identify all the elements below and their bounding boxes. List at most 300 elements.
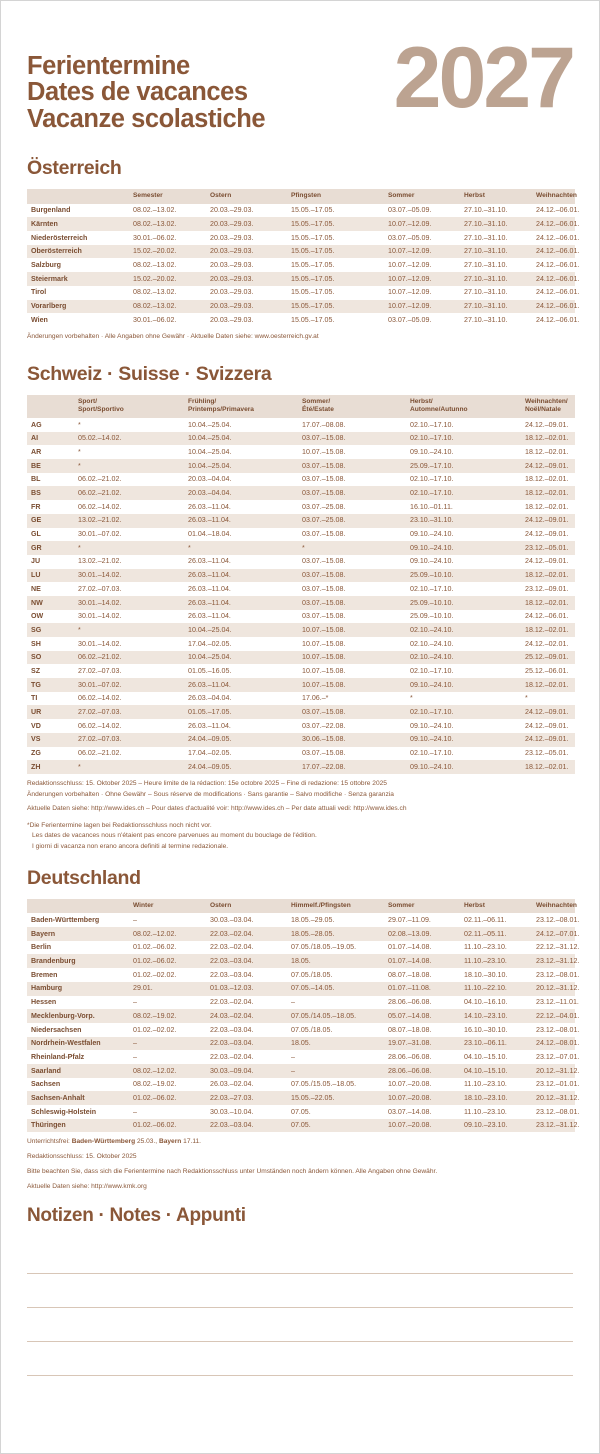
col-header-sommer: Sommer [388, 899, 464, 914]
row-region-label: FR [31, 502, 41, 511]
row-date-cell: – [291, 1064, 388, 1078]
row-date-cell: 22.03.–02.04. [210, 927, 291, 941]
table-row [27, 286, 575, 300]
year-label: 2027 [393, 30, 573, 126]
row-date-cell: 07.05.–14.05. [291, 982, 388, 996]
row-date-cell: 01.07.–11.08. [388, 982, 464, 996]
row-date-cell: 01.02.–06.02. [133, 943, 177, 952]
row-region-label: Brandenburg [27, 954, 133, 968]
row-region-label: BL [31, 475, 41, 484]
row-date-cell: 24.12.–06.01. [536, 300, 575, 314]
row-date-cell: 03.07.–15.08. [302, 486, 410, 500]
table-header-row [27, 189, 575, 204]
row-date-cell: 20.03.–29.03. [210, 272, 291, 286]
germany-notice: Bitte beachten Sie, dass sich die Ferientermine nach Redaktionsschluss unter Umständen noch ändern können. Alle Angaben ohne Gewähr. [27, 1167, 438, 1175]
row-date-cell: 23.12.–08.01. [536, 916, 580, 924]
row-date-cell: 25.09.–10.10. [410, 596, 525, 610]
row-date-cell: 30.06.–15.08. [302, 733, 410, 747]
row-date-cell: 23.12.–07.01. [536, 1052, 580, 1061]
row-region-label: AR [31, 447, 42, 456]
row-date-cell: 01.02.–06.02. [133, 954, 210, 968]
row-date-cell: 15.02.–20.02. [133, 272, 210, 286]
row-date-cell: 01.04.–18.04. [188, 530, 232, 539]
row-date-cell: 03.07.–15.08. [302, 459, 410, 473]
table-switzerland [27, 395, 575, 774]
row-date-cell: 25.09.–17.10. [410, 459, 525, 473]
row-date-cell: 24.12.–09.01. [525, 705, 575, 719]
row-date-cell: 23.10.–31.10. [410, 514, 525, 528]
row-date-cell: 02.10.–17.10. [410, 432, 525, 446]
row-date-cell: 26.03.–11.04. [188, 721, 231, 730]
row-region-label: Berlin [31, 943, 52, 952]
row-date-cell: 18.05.–29.05. [291, 916, 335, 924]
table-row [27, 1091, 575, 1105]
row-date-cell: 24.12.–02.01. [525, 639, 569, 648]
row-region-label: Kärnten [27, 217, 133, 231]
row-date-cell: 20.03.–04.04. [188, 486, 302, 500]
row-date-cell: 02.10.–17.10. [410, 475, 454, 484]
row-date-cell: 20.03.–04.04. [188, 475, 232, 484]
row-date-cell: 24.12.–09.01. [525, 459, 575, 473]
table-austria-head [27, 189, 575, 204]
row-date-cell: * [525, 694, 528, 703]
row-region-label: AG [31, 420, 42, 429]
row-date-cell: 07.05./18.05. [291, 970, 333, 979]
note-line[interactable] [27, 1274, 573, 1308]
row-date-cell: 17.04.–02.05. [188, 749, 232, 758]
note-line[interactable] [27, 1240, 573, 1274]
masthead-titles [27, 53, 265, 132]
row-date-cell: 03.07.–15.08. [302, 596, 410, 610]
table-row [27, 1009, 575, 1023]
row-date-cell: – [291, 1052, 295, 1061]
row-date-cell: 02.10.–17.10. [410, 584, 454, 593]
col-header-summer-line2: Été/Estate [302, 406, 334, 414]
row-date-cell: 27.10.–31.10. [464, 288, 508, 297]
row-date-cell: 03.07.–15.08. [302, 749, 346, 758]
row-date-cell: 24.12.–06.01. [536, 315, 580, 324]
table-row [27, 204, 575, 218]
row-region-label: SZ [31, 666, 41, 675]
star-note-it: I giorni di vacanza non erano ancora definiti al termine redazionale. [32, 842, 229, 850]
row-region-label: Nordrhein-Westfalen [27, 1037, 133, 1051]
row-date-cell: 27.10.–31.10. [464, 245, 536, 259]
row-date-cell: 02.11.–05.11. [464, 927, 536, 941]
row-date-cell: 18.12.–02.01. [525, 596, 575, 610]
row-date-cell: 10.07.–20.08. [388, 1091, 464, 1105]
switzerland-star-note [27, 821, 573, 853]
table-row [27, 473, 575, 487]
col-header-herbst: Herbst [464, 899, 536, 914]
row-date-cell: * [188, 541, 302, 555]
row-region-label: SH [31, 639, 41, 648]
unterrichtsfrei-bw-date: 25.03., [136, 1138, 158, 1146]
unterrichtsfrei-bw: Baden-Württemberg [71, 1138, 136, 1146]
masthead [27, 30, 573, 157]
row-date-cell: 03.07.–25.08. [302, 514, 410, 528]
row-date-cell: – [133, 916, 137, 924]
row-date-cell: 20.03.–29.03. [210, 206, 254, 215]
row-date-cell: 02.11.–06.11. [464, 916, 507, 924]
row-date-cell: 24.12.–06.01. [536, 272, 575, 286]
row-date-cell: 15.05.–17.05. [291, 315, 335, 324]
row-date-cell: 29.07.–11.09. [388, 916, 431, 924]
switzerland-deadline: Redaktionsschluss: 15. Oktober 2025 – Heure limite de la rédaction: 15e octobre 2025 – Fine di redazione: 15 ottobre 2025 [27, 779, 387, 787]
row-date-cell: 10.04.–25.04. [188, 432, 302, 446]
row-date-cell: 09.10.–23.10. [464, 1119, 536, 1133]
table-row [27, 927, 575, 941]
col-header-himmelfahrt-pfingsten: Himmelf./Pfingsten [291, 899, 388, 914]
row-date-cell: 05.02.–14.02. [78, 432, 188, 446]
row-date-cell: 03.07.–15.08. [302, 612, 346, 621]
austria-footnotes [27, 332, 573, 342]
row-date-cell: 15.05.–17.05. [291, 272, 388, 286]
row-date-cell: 02.10.–24.10. [410, 639, 454, 648]
row-date-cell: 10.07.–12.09. [388, 272, 464, 286]
row-date-cell: 06.02.–21.02. [78, 651, 188, 665]
row-date-cell: 23.12.–05.01. [525, 749, 569, 758]
row-date-cell: * [78, 420, 81, 429]
table-austria [27, 189, 580, 327]
row-date-cell: – [133, 1107, 137, 1116]
row-date-cell: 08.02.–13.02. [133, 217, 210, 231]
row-date-cell: 24.12.–07.01. [536, 927, 575, 941]
row-date-cell: 28.06.–06.08. [388, 1052, 432, 1061]
row-date-cell: 22.03.–03.04. [210, 954, 291, 968]
row-date-cell: 06.02.–14.02. [78, 502, 122, 511]
note-line[interactable] [27, 1308, 573, 1342]
row-date-cell: 08.02.–12.02. [133, 927, 210, 941]
row-region-label: GL [31, 530, 41, 539]
col-header-sommer: Sommer [388, 189, 464, 204]
row-date-cell: 18.10.–23.10. [464, 1091, 536, 1105]
row-date-cell: 30.01.–14.02. [78, 639, 122, 648]
row-region-label: Saarland [27, 1064, 133, 1078]
col-header-herbst: Herbst [464, 189, 536, 204]
row-date-cell: 07.05. [291, 1119, 388, 1133]
col-header-pfingsten: Pfingsten [291, 189, 388, 204]
row-region-label: GE [27, 514, 78, 528]
table-row [27, 313, 575, 327]
row-date-cell: 23.12.–05.01. [525, 541, 575, 555]
row-date-cell: 08.02.–19.02. [133, 1080, 177, 1089]
col-header-sport-line1: Sport/ [78, 397, 98, 405]
row-date-cell: * [302, 541, 410, 555]
row-date-cell: – [133, 1037, 210, 1051]
row-date-cell: 02.10.–17.10. [410, 666, 454, 675]
row-date-cell: 26.03.–11.04. [188, 596, 302, 610]
row-date-cell: 20.12.–31.12. [536, 1091, 575, 1105]
row-date-cell: 27.10.–31.10. [464, 300, 536, 314]
row-region-label: VS [27, 733, 78, 747]
col-header-semester: Semester [133, 189, 210, 204]
table-row [27, 678, 575, 692]
row-region-label: Hamburg [27, 982, 133, 996]
table-row [27, 941, 575, 955]
row-date-cell: 24.04.–09.05. [188, 760, 302, 774]
row-region-label: AI [27, 432, 78, 446]
row-date-cell: 09.10.–24.10. [410, 530, 454, 539]
unterrichtsfrei-label: Unterrichtsfrei: [27, 1138, 70, 1146]
masthead-title-fr: Dates de vacances [27, 78, 248, 107]
row-date-cell: 18.12.–02.01. [525, 432, 575, 446]
table-row [27, 231, 575, 245]
row-date-cell: 24.03.–02.04. [210, 1009, 291, 1023]
row-date-cell: 13.02.–21.02. [78, 514, 188, 528]
row-date-cell: 11.10.–23.10. [464, 954, 536, 968]
row-date-cell: 27.10.–31.10. [464, 233, 508, 242]
row-date-cell: 01.07.–14.08. [388, 943, 432, 952]
row-date-cell: 20.03.–29.03. [210, 300, 291, 314]
row-date-cell: 15.05.–17.05. [291, 217, 388, 231]
germany-footnotes [27, 1137, 573, 1191]
row-date-cell: 04.10.–15.10. [464, 1052, 508, 1061]
masthead-title-it: Vacanze scolastiche [27, 104, 266, 133]
row-date-cell: 18.12.–02.01. [525, 502, 569, 511]
row-date-cell: 24.12.–09.01. [525, 530, 569, 539]
row-date-cell: 28.06.–06.08. [388, 1064, 464, 1078]
row-date-cell: 27.02.–07.03. [78, 666, 122, 675]
row-date-cell: 09.10.–24.10. [410, 721, 454, 730]
row-date-cell: – [133, 1052, 137, 1061]
row-date-cell: 18.12.–02.01. [525, 475, 569, 484]
row-date-cell: 24.12.–09.01. [525, 514, 575, 528]
row-date-cell: 22.03.–27.03. [210, 1091, 291, 1105]
row-date-cell: 17.07.–22.08. [302, 760, 410, 774]
row-date-cell: 11.10.–23.10. [464, 1107, 507, 1116]
row-date-cell: 25.12.–06.01. [525, 666, 569, 675]
col-header-christmas [525, 395, 575, 418]
table-row [27, 913, 575, 927]
row-date-cell: 22.03.–03.04. [210, 1037, 291, 1051]
table-row [27, 664, 575, 678]
section-heading-notes: Notizen · Notes · Appunti [27, 1205, 246, 1227]
row-region-label: Wien [31, 315, 48, 324]
row-date-cell: 02.10.–17.10. [410, 420, 454, 429]
table-row [27, 996, 575, 1010]
table-row [27, 258, 575, 272]
col-header-summer [302, 395, 410, 418]
col-header-canton [27, 395, 78, 418]
row-date-cell: 10.07.–15.08. [302, 447, 346, 456]
row-date-cell: 10.07.–12.09. [388, 217, 464, 231]
switzerland-changes: Änderungen vorbehalten · Ohne Gewähr – Sous réserve de modifications · Sans garantie – Salvo modifiche · Senza garanzia [27, 790, 394, 798]
row-date-cell: * [78, 623, 188, 637]
row-date-cell: 30.01.–06.02. [133, 315, 177, 324]
row-date-cell: 18.05.–28.05. [291, 927, 388, 941]
row-date-cell: 22.03.–02.04. [210, 998, 254, 1007]
row-date-cell: 10.07.–20.08. [388, 1080, 432, 1089]
table-row [27, 1050, 575, 1064]
row-date-cell: 20.03.–29.03. [210, 315, 254, 324]
row-date-cell: 10.04.–25.04. [188, 420, 232, 429]
row-date-cell: 24.12.–06.01. [536, 206, 580, 215]
row-date-cell: 01.05.–17.05. [188, 705, 302, 719]
row-region-label: ZG [31, 749, 41, 758]
row-region-label: SO [27, 651, 78, 665]
row-region-label: SG [27, 623, 78, 637]
row-date-cell: 26.03.–11.04. [188, 678, 302, 692]
row-date-cell: * [78, 760, 188, 774]
row-date-cell: 03.07.–15.08. [302, 584, 346, 593]
row-date-cell: 30.03.–10.04. [210, 1107, 254, 1116]
row-date-cell: 18.12.–02.01. [525, 760, 575, 774]
col-header-weihnachten: Weihnachten [536, 899, 575, 914]
table-row [27, 968, 575, 982]
row-date-cell: 03.07.–05.09. [388, 315, 432, 324]
table-row [27, 692, 575, 706]
table-row [27, 623, 575, 637]
unterrichtsfrei-by-date: 17.11. [183, 1138, 201, 1146]
row-date-cell: 30.01.–14.02. [78, 569, 188, 583]
row-date-cell: 19.07.–31.08. [388, 1037, 464, 1051]
row-date-cell: 27.02.–07.03. [78, 733, 188, 747]
row-date-cell: 07.05./18.05.–19.05. [291, 943, 357, 952]
row-date-cell: 14.10.–23.10. [464, 1009, 536, 1023]
table-row [27, 528, 575, 542]
row-date-cell: 02.10.–24.10. [410, 651, 525, 665]
row-date-cell: 26.03.–11.04. [188, 557, 231, 566]
col-header-christmas-line1: Weihnachten/ [525, 397, 568, 405]
row-region-label: JU [31, 557, 41, 566]
row-date-cell: 08.02.–13.02. [133, 206, 177, 215]
row-date-cell: 22.03.–02.04. [210, 1052, 254, 1061]
row-date-cell: 15.05.–17.05. [291, 245, 388, 259]
row-date-cell: 27.10.–31.10. [464, 217, 536, 231]
table-row [27, 637, 575, 651]
row-date-cell: 20.03.–29.03. [210, 245, 291, 259]
row-region-label: Bremen [31, 970, 58, 979]
row-date-cell: 30.01.–07.02. [78, 530, 122, 539]
table-switzerland-body [27, 418, 575, 774]
row-date-cell: 10.07.–20.08. [388, 1119, 464, 1133]
row-date-cell: 18.12.–02.01. [525, 569, 575, 583]
row-region-label: GR [27, 541, 78, 555]
row-region-label: Sachsen-Anhalt [27, 1091, 133, 1105]
row-date-cell: 24.12.–09.01. [525, 420, 569, 429]
row-date-cell: 01.02.–06.02. [133, 1119, 210, 1133]
row-date-cell: 11.10.–23.10. [464, 1080, 507, 1089]
row-date-cell: – [291, 998, 295, 1007]
row-date-cell: 10.07.–12.09. [388, 245, 464, 259]
row-date-cell: 15.05.–22.05. [291, 1091, 388, 1105]
austria-footnote: Änderungen vorbehalten · Alle Angaben ohne Gewähr · Aktuelle Daten siehe: www.oesterreich.gv.at [27, 332, 319, 340]
table-row [27, 300, 575, 314]
row-date-cell: 24.04.–09.05. [188, 733, 302, 747]
row-date-cell: 26.03.–02.04. [210, 1080, 254, 1089]
row-date-cell: 03.07.–25.08. [302, 502, 346, 511]
row-date-cell: 18.05. [291, 1037, 388, 1051]
row-date-cell: 05.07.–14.08. [388, 1009, 464, 1023]
row-date-cell: 02.08.–13.09. [388, 927, 464, 941]
row-date-cell: 03.07.–14.08. [388, 1107, 432, 1116]
row-date-cell: 30.03.–09.04. [210, 1064, 291, 1078]
table-row [27, 747, 575, 761]
row-date-cell: 10.07.–15.08. [302, 666, 346, 675]
row-date-cell: 03.07.–15.08. [302, 705, 410, 719]
col-header-spring [188, 395, 302, 418]
row-date-cell: 22.03.–03.04. [210, 970, 254, 979]
row-date-cell: 01.02.–02.02. [133, 970, 177, 979]
col-header-ostern: Ostern [210, 189, 291, 204]
row-date-cell: 01.05.–16.05. [188, 666, 232, 675]
row-date-cell: 09.10.–24.10. [410, 760, 525, 774]
row-region-label: Niederösterreich [31, 233, 88, 242]
table-row [27, 760, 575, 774]
row-date-cell: 26.03.–11.04. [188, 502, 231, 511]
table-row [27, 445, 575, 459]
row-date-cell: 25.12.–09.01. [525, 651, 575, 665]
row-date-cell: 03.07.–15.08. [302, 557, 346, 566]
row-date-cell: 25.09.–10.10. [410, 612, 454, 621]
row-date-cell: 22.03.–02.04. [210, 943, 254, 952]
table-header-row [27, 395, 575, 418]
row-date-cell: 24.12.–09.01. [525, 721, 569, 730]
row-region-label: TI [31, 694, 38, 703]
row-date-cell: 15.02.–20.02. [133, 245, 210, 259]
row-date-cell: 24.12.–06.01. [536, 233, 580, 242]
row-date-cell: 18.12.–02.01. [525, 678, 575, 692]
col-header-sport-line2: Sport/Sportivo [78, 406, 124, 414]
table-germany-body [27, 913, 580, 1132]
note-line[interactable] [27, 1342, 573, 1376]
row-date-cell: 23.12.–31.12. [536, 1119, 575, 1133]
row-date-cell: 04.10.–16.10. [464, 998, 508, 1007]
table-row [27, 555, 575, 569]
row-date-cell: 03.07.–05.09. [388, 206, 432, 215]
table-row [27, 596, 575, 610]
row-region-label: NE [31, 584, 41, 593]
row-date-cell: 09.10.–24.10. [410, 447, 454, 456]
row-region-label: Vorarlberg [27, 300, 133, 314]
row-date-cell: 18.05. [291, 954, 388, 968]
row-date-cell: 08.07.–18.08. [388, 1025, 432, 1034]
row-date-cell: – [133, 998, 137, 1007]
row-date-cell: 10.07.–12.09. [388, 300, 464, 314]
row-date-cell: 23.12.–08.01. [536, 970, 580, 979]
table-germany-head [27, 899, 575, 914]
row-date-cell: 20.03.–29.03. [210, 288, 254, 297]
row-date-cell: 18.12.–02.01. [525, 486, 575, 500]
row-region-label: OW [31, 612, 44, 621]
row-date-cell: 08.02.–13.02. [133, 261, 177, 270]
row-date-cell: 03.07.–15.08. [302, 432, 410, 446]
row-date-cell: 26.03.–11.04. [188, 584, 231, 593]
row-date-cell: 27.10.–31.10. [464, 261, 508, 270]
row-date-cell: * [78, 447, 81, 456]
row-date-cell: 10.07.–12.09. [388, 288, 432, 297]
row-date-cell: 08.07.–18.08. [388, 970, 432, 979]
row-date-cell: 24.12.–09.01. [525, 557, 569, 566]
row-date-cell: 15.05.–17.05. [291, 288, 335, 297]
col-header-spring-line1: Frühling/ [188, 397, 217, 405]
col-header-autumn [410, 395, 525, 418]
row-date-cell: 10.07.–15.08. [302, 639, 346, 648]
row-region-label: Burgenland [31, 206, 71, 215]
row-date-cell: 08.02.–12.02. [133, 1064, 210, 1078]
germany-current-data: Aktuelle Daten siehe: http://www.kmk.org [27, 1182, 147, 1190]
row-date-cell: 20.03.–29.03. [210, 261, 254, 270]
row-date-cell: 23.12.–09.01. [525, 584, 569, 593]
row-date-cell: 23.12.–31.12. [536, 954, 575, 968]
table-row [27, 982, 575, 996]
row-region-label: Thüringen [27, 1119, 133, 1133]
col-header-sport [78, 395, 188, 418]
row-date-cell: 23.12.–08.01. [536, 1107, 580, 1116]
row-date-cell: 13.02.–21.02. [78, 557, 122, 566]
row-region-label: Baden-Württemberg [31, 916, 100, 924]
row-date-cell: 11.10.–23.10. [464, 943, 507, 952]
